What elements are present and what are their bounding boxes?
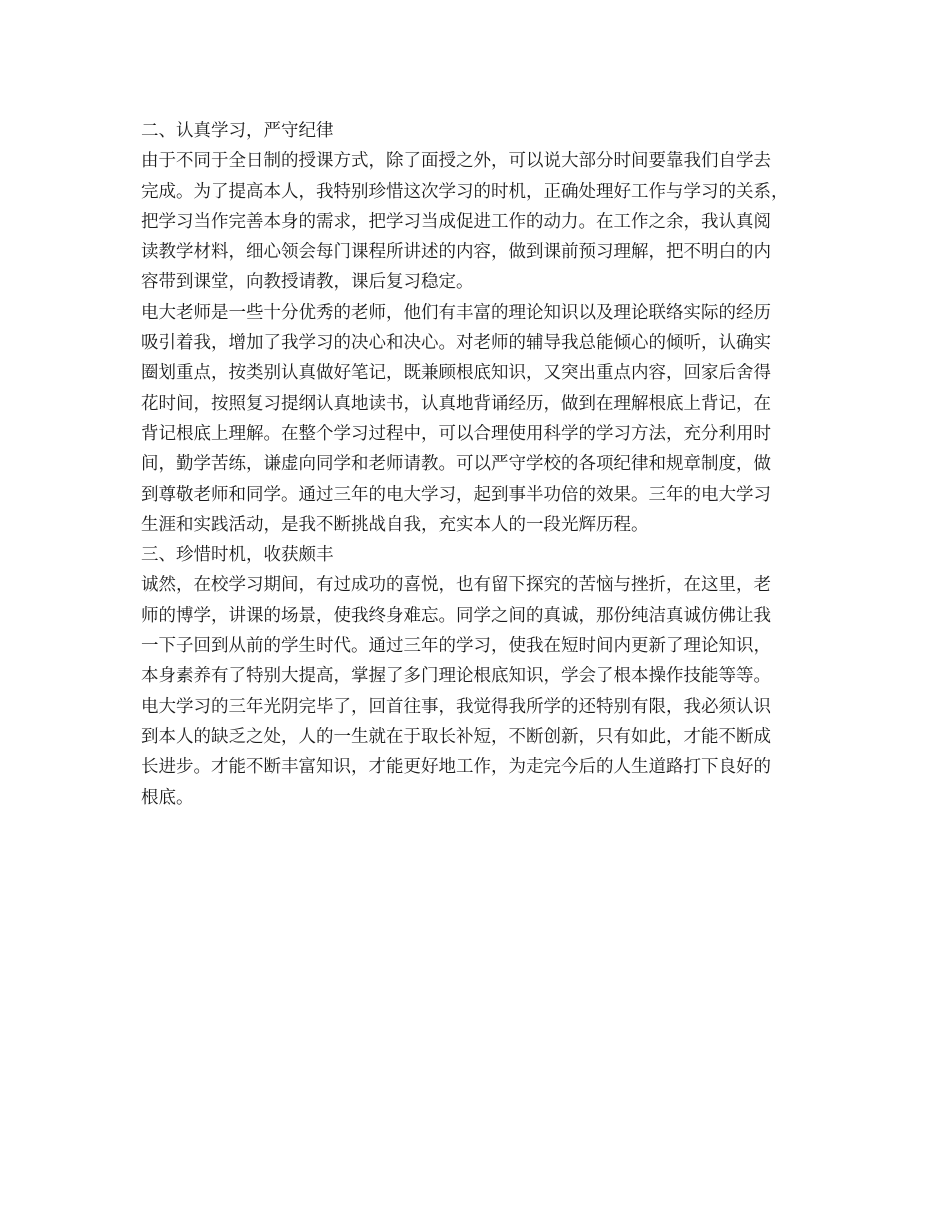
text-line: 本身素养有了特别大提高，掌握了多门理论根底知识，学会了根本操作技能等等。	[141, 666, 771, 687]
text-line: 吸引着我，增加了我学习的决心和决心。对老师的辅导我总能倾心的倾听，认确实	[141, 333, 771, 354]
text-line: 间，勤学苦练，谦虚向同学和老师请教。可以严守学校的各项纪律和规章制度，做	[141, 454, 771, 475]
text-line: 生涯和实践活动，是我不断挑战自我，充实本人的一段光辉历程。	[141, 514, 649, 535]
text-line: 背记根底上理解。在整个学习过程中，可以合理使用科学的学习方法，充分利用时	[141, 423, 771, 444]
document-body	[141, 116, 821, 813]
text-line: 电大老师是一些十分优秀的老师，他们有丰富的理论知识以及理论联络实际的经历	[141, 302, 771, 323]
text-line: 电大学习的三年光阴完毕了，回首往事，我觉得我所学的还特别有限，我必须认识	[141, 696, 771, 717]
text-line: 师的博学，讲课的场景，使我终身难忘。同学之间的真诚，那份纯洁真诚仿佛让我	[141, 605, 771, 626]
text-line: 把学习当作完善本身的需求，把学习当成促进工作的动力。在工作之余，我认真阅	[141, 211, 771, 232]
text-line: 一下子回到从前的学生时代。通过三年的学习，使我在短时间内更新了理论知识，	[141, 636, 771, 657]
text-line: 到本人的缺乏之处，人的一生就在于取长补短，不断创新，只有如此，才能不断成	[141, 726, 771, 747]
text-line: 完成。为了提高本人，我特别珍惜这次学习的时机，正确处理好工作与学习的关系，	[141, 181, 789, 202]
text-line: 容带到课堂，向教授请教，课后复习稳定。	[141, 272, 474, 293]
text-line: 读教学材料，细心领会每门课程所讲述的内容，做到课前预习理解，把不明白的内	[141, 242, 771, 263]
text-line: 根底。	[141, 787, 194, 808]
text-line: 到尊敬老师和同学。通过三年的电大学习，起到事半功倍的效果。三年的电大学习	[141, 484, 771, 505]
section-heading-2: 二、认真学习，严守纪律	[141, 121, 334, 141]
text-line: 长进步。才能不断丰富知识，才能更好地工作，为走完今后的人生道路打下良好的	[141, 757, 771, 778]
text-line: 由于不同于全日制的授课方式，除了面授之外，可以说大部分时间要靠我们自学去	[141, 151, 771, 172]
text-line: 圈划重点，按类别认真做好笔记，既兼顾根底知识，又突出重点内容，回家后舍得	[141, 363, 771, 384]
text-line: 诚然，在校学习期间，有过成功的喜悦，也有留下探究的苦恼与挫折，在这里，老	[141, 575, 771, 596]
text-line: 花时间，按照复习提纲认真地读书，认真地背诵经历，做到在理解根底上背记，在	[141, 393, 771, 414]
section-heading-3: 三、珍惜时机，收获颇丰	[141, 545, 334, 566]
